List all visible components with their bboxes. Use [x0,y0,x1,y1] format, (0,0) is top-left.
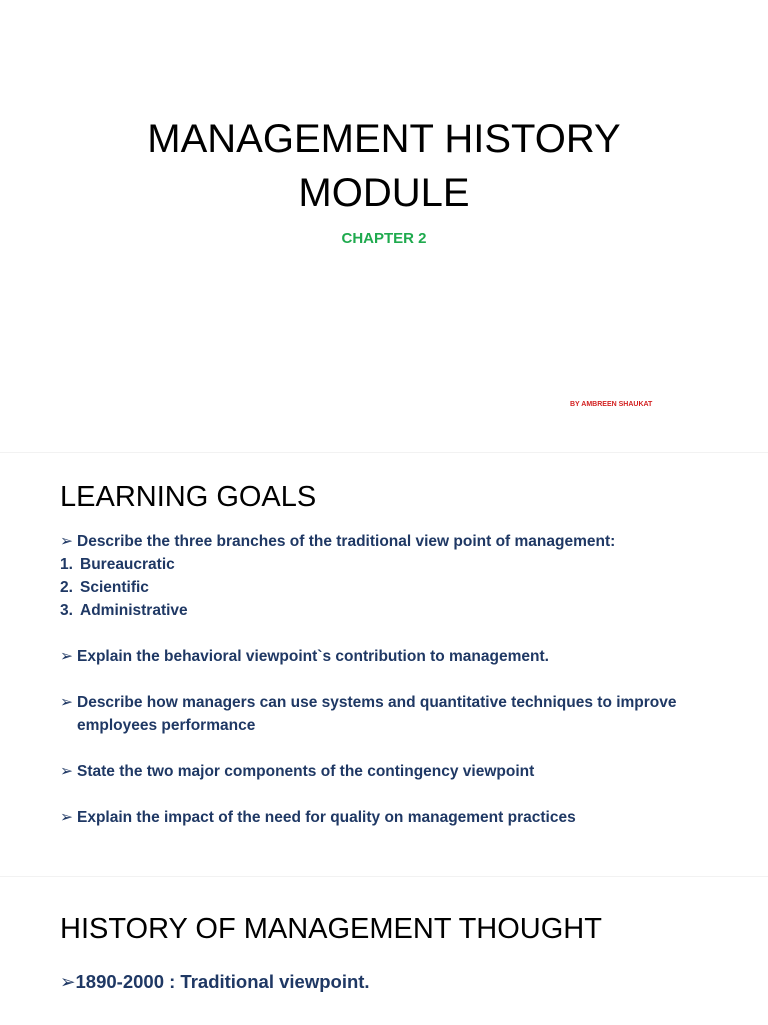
goal-text: Describe the three branches of the traditional view point of management: [77,533,616,550]
arrow-bullet-icon: ➢ [60,648,73,665]
learning-goals-slide [0,452,768,877]
branch-label: Administrative [80,602,188,619]
arrow-bullet-icon: ➢ [60,533,73,550]
branch-label: Scientific [80,579,149,596]
slide-title-line-2: MODULE [298,171,470,215]
goal-text: Explain the behavioral viewpoint`s contribution to management. [77,648,549,665]
title-slide [0,0,768,452]
branch-number: 2. [60,579,73,596]
goal-item [60,691,700,737]
goal-item [60,806,700,829]
author-byline: BY AMBREEN SHAUKAT [570,401,653,408]
learning-goals-heading: LEARNING GOALS [60,481,317,513]
branch-number: 1. [60,556,73,573]
history-item [60,971,370,993]
chapter-label: CHAPTER 2 [341,230,427,247]
arrow-bullet-icon: ➢ [60,694,73,711]
slide-title [0,112,768,220]
history-slide [0,876,768,1025]
branch-label: Bureaucratic [80,556,175,573]
branch-item [60,599,700,622]
history-heading: HISTORY OF MANAGEMENT THOUGHT [60,913,602,945]
branch-item [60,576,700,599]
goal-text: State the two major components of the contingency viewpoint [77,763,535,780]
arrow-bullet-icon: ➢ [60,763,73,780]
goal-item [60,760,700,783]
goal-text: Explain the impact of the need for quality on management practices [77,809,576,826]
branch-number: 3. [60,602,73,619]
branch-item [60,553,700,576]
goals-list [60,530,700,829]
arrow-bullet-icon: ➢ [60,809,73,826]
goal-text: Describe how managers can use systems and quantitative techniques to improve employees performance [77,694,677,734]
arrow-bullet-icon: ➢ [60,971,76,992]
goal-item [60,645,700,668]
history-item-text: 1890-2000 : Traditional viewpoint. [75,971,370,992]
slide-title-line-1: MANAGEMENT HISTORY [147,117,621,161]
goal-item [60,530,700,553]
